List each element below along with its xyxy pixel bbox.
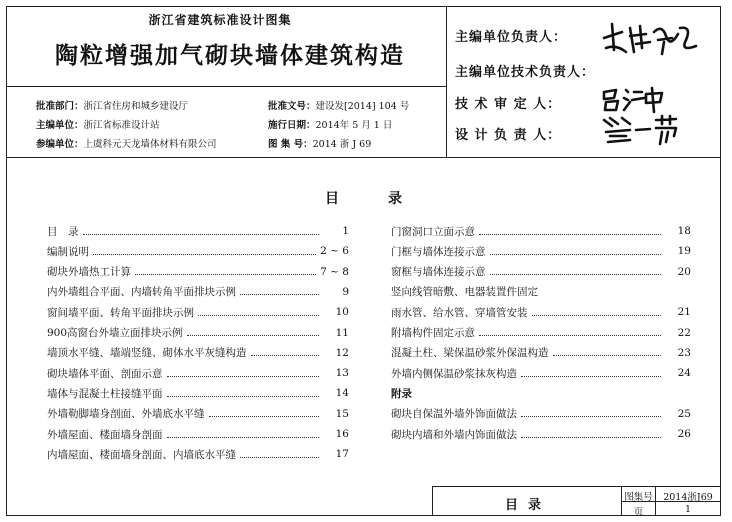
toc-leader-dots	[167, 437, 320, 438]
toc-leader-dots	[167, 376, 320, 377]
approval-doc-row	[268, 98, 409, 112]
toc-entry-page: 11	[335, 326, 349, 339]
toc-entry	[391, 384, 691, 402]
toc-entry-page: 26	[677, 428, 691, 440]
sig-label-designer: 设 计 负 责 人：	[455, 128, 562, 143]
toc-leader-dots	[240, 294, 319, 295]
toc-entry-page: 10	[335, 306, 349, 319]
editor-unit-row	[36, 117, 160, 131]
toc-entry	[391, 364, 691, 382]
toc-entry-label: 外墙勒脚墙身剖面、外墙底水平缝	[47, 408, 205, 421]
toc-entry	[391, 283, 691, 301]
approval-dept: 浙江省住房和城乡建设厅	[83, 101, 189, 112]
toc-entry-page: 12	[335, 346, 349, 359]
toc-entry	[47, 425, 349, 443]
approval-doc: 建设发[2014] 104 号	[315, 101, 410, 112]
toc-entry	[391, 242, 691, 260]
toc-leader-dots	[93, 254, 316, 255]
toc-entry	[47, 324, 349, 342]
toc-leader-dots	[521, 416, 661, 417]
sig-label-reviewer: 技 术 审 定 人：	[455, 97, 562, 112]
footer-atlas-label: 图集号	[624, 492, 653, 503]
toc-leader-dots	[490, 274, 662, 275]
toc-leader-dots	[135, 274, 316, 275]
toc-entry	[391, 344, 691, 362]
toc-entry-label: 编制说明	[47, 245, 89, 258]
effective-date-row	[268, 117, 392, 131]
toc-entry-label: 砌块自保温外墙外饰面做法	[391, 408, 517, 421]
toc-entry-label: 目 录	[47, 225, 79, 238]
footer-top-line	[432, 486, 721, 487]
toc-entry	[391, 405, 691, 423]
footer-atlas-value: 2014浙J69	[663, 492, 713, 503]
toc-entry-page: 23	[677, 346, 691, 359]
signature-reviewer	[600, 84, 672, 114]
toc-leader-dots	[251, 355, 320, 356]
toc-entry	[47, 283, 349, 301]
toc-entry-label: 附录	[391, 387, 412, 400]
toc-entry-label: 内墙屋面、楼面墙身剖面、内墙底水平缝	[47, 448, 236, 461]
toc-entry-page: 17	[335, 448, 349, 461]
editor-unit: 浙江省标准设计站	[83, 120, 160, 131]
atlas-no-label: 图 集 号：	[268, 139, 313, 150]
toc-entry-label: 900高窗台外墙立面排块示例	[47, 327, 183, 339]
toc-leader-dots	[553, 355, 662, 356]
sig-label-chief-editor: 主编单位负责人：	[455, 30, 568, 45]
main-title: 陶粒增强加气砌块墙体建筑构造	[55, 43, 405, 69]
participant-row	[36, 136, 217, 150]
sig-label-tech-director: 主编单位技术负责人：	[455, 65, 596, 80]
toc-entry-page: 16	[335, 428, 349, 440]
toc-entry-label: 门窗洞口立面示意	[391, 225, 475, 238]
toc-entry	[47, 344, 349, 362]
toc-entry-page: 22	[677, 326, 691, 339]
toc-entry-page: 24	[677, 367, 691, 380]
toc-entry-label: 砌块墙体平面、剖面示意	[47, 367, 163, 380]
toc-entry-label: 窗框与墙体连接示意	[391, 266, 486, 279]
title-underline	[6, 86, 446, 87]
toc-entry	[47, 445, 349, 463]
toc-entry-page: 9	[342, 285, 349, 298]
header-divider	[446, 6, 447, 157]
toc-heading-right: 录	[388, 191, 402, 207]
footer-page-label: 页	[633, 507, 644, 518]
toc-entry	[391, 425, 691, 443]
toc-entry-page: 15	[335, 407, 349, 420]
toc-leader-dots	[167, 396, 320, 397]
footer-page-value: 1	[684, 504, 692, 515]
participant-unit: 上虞科元天龙墙体材料有限公司	[83, 139, 217, 150]
toc-entry	[391, 303, 691, 321]
toc-entry	[47, 222, 349, 240]
toc-entry-label: 雨水管、给水管、穿墙管安装	[391, 306, 528, 319]
toc-entry-label: 砌块内墙和外墙内饰面做法	[391, 428, 517, 441]
approval-dept-row	[36, 98, 188, 112]
toc-entry	[47, 364, 349, 382]
atlas-no-row	[268, 136, 371, 150]
toc-entry-label: 门框与墙体连接示意	[391, 245, 486, 258]
toc-leader-dots	[521, 376, 661, 377]
toc-leader-dots	[490, 254, 662, 255]
toc-entry	[47, 242, 349, 260]
toc-leader-dots	[209, 416, 320, 417]
effective-label: 施行日期：	[268, 120, 316, 131]
effective-date: 2014年 5 月 1 日	[315, 120, 393, 131]
toc-entry-page: 25	[677, 407, 691, 420]
toc-leader-dots	[479, 335, 661, 336]
toc-leader-dots	[521, 437, 661, 438]
toc-entry	[391, 222, 691, 240]
toc-entry-label: 窗间墙平面、转角平面排块示例	[47, 306, 194, 319]
toc-entry-label: 内外墙组合平面、内墙转角平面排块示例	[47, 286, 236, 299]
signature-chief-editor	[600, 18, 700, 60]
approval-doc-label: 批准文号：	[268, 101, 316, 112]
atlas-no: 2014 浙 J 69	[312, 139, 372, 150]
footer-title: 目录	[505, 498, 552, 513]
series-title: 浙江省建筑标准设计图集	[148, 13, 292, 27]
toc-entry	[47, 405, 349, 423]
toc-entry-label: 外墙内侧保温砂浆抹灰构造	[391, 367, 517, 380]
editor-unit-label: 主编单位：	[36, 120, 84, 131]
toc-entry	[47, 303, 349, 321]
toc-entry	[391, 263, 691, 281]
toc-leader-dots	[532, 315, 662, 316]
participant-label: 参编单位：	[36, 139, 84, 150]
toc-heading-left: 目	[325, 191, 339, 207]
toc-leader-dots	[83, 234, 320, 235]
toc-entry-page: 19	[677, 245, 691, 258]
toc-entry-page: 21	[677, 306, 691, 319]
toc-entry-label: 墙顶水平缝、墙端竖缝、砌体水平灰缝构造	[47, 347, 247, 360]
toc-entry-label: 外墙屋面、楼面墙身剖面	[47, 428, 163, 441]
toc-leader-dots	[240, 457, 319, 458]
toc-entry-page: 13	[335, 367, 349, 380]
toc-entry-label: 附墙构件固定示意	[391, 327, 475, 339]
toc-leader-dots	[187, 335, 319, 336]
toc-entry-label: 墙体与混凝土柱接缝平面	[47, 387, 163, 400]
toc-entry-page: 7 ~ 8	[320, 265, 349, 278]
footer-left-line	[432, 486, 433, 516]
toc-leader-dots	[479, 234, 661, 235]
toc-entry-page: 1	[342, 225, 349, 237]
header-bottom-line	[6, 157, 721, 158]
toc-entry	[391, 324, 691, 342]
approval-dept-label: 批准部门：	[36, 101, 84, 112]
toc-entry-label: 混凝土柱、梁保温砂浆外保温构造	[391, 347, 549, 360]
toc-entry-page: 14	[335, 387, 349, 400]
signature-designer	[600, 114, 680, 146]
toc-entry-label: 竖向线管暗敷、电器装置件固定	[391, 286, 538, 299]
toc-leader-dots	[198, 315, 319, 316]
toc-entry-page: 20	[677, 265, 691, 278]
toc-entry-page: 18	[677, 225, 691, 237]
toc-entry	[47, 384, 349, 402]
toc-entry	[47, 263, 349, 281]
toc-entry-label: 砌块外墙热工计算	[47, 266, 131, 279]
toc-entry-page: 2 ~ 6	[320, 245, 349, 258]
